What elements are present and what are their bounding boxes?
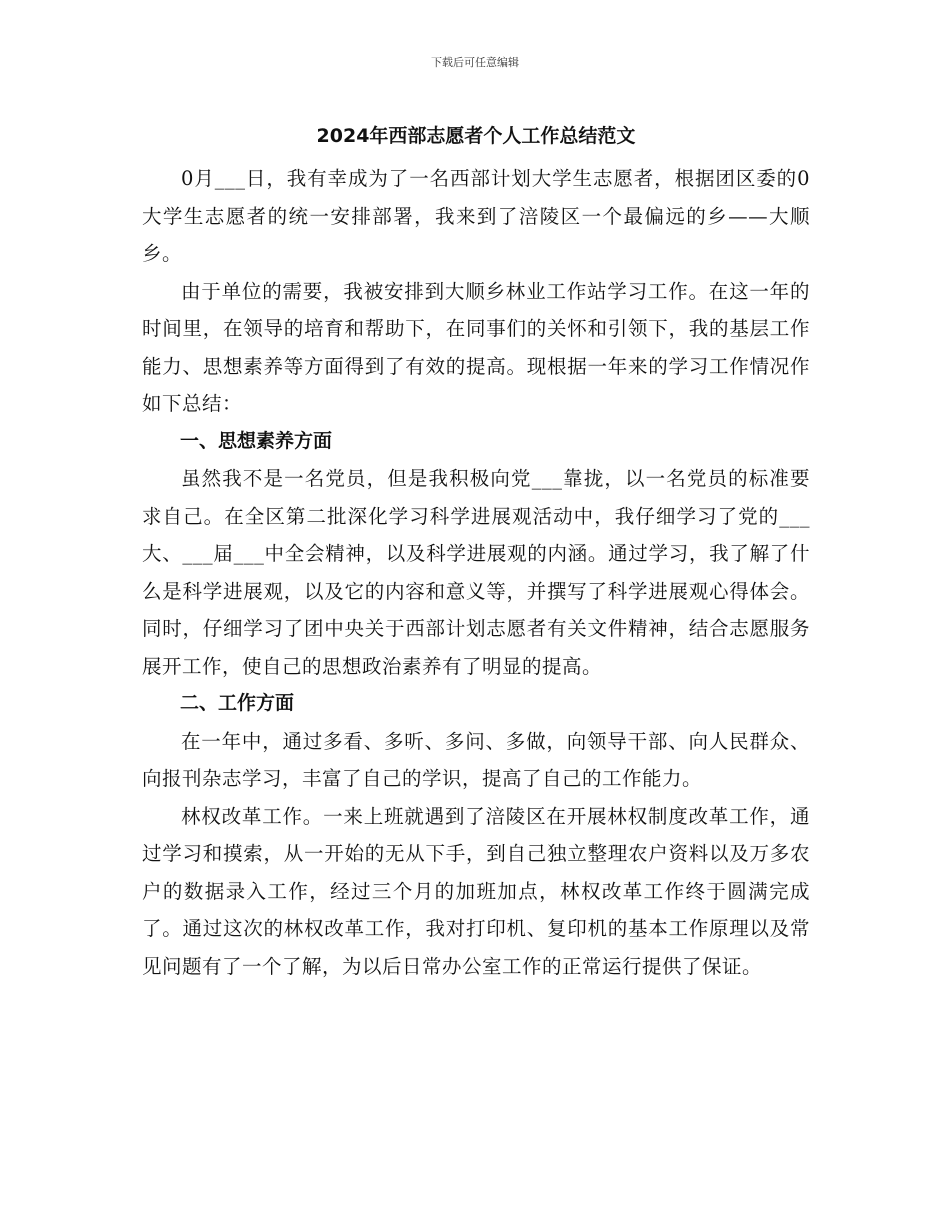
paragraph-ideology: 虽然我不是一名党员，但是我积极向党___靠拢，以一名党员的标准要求自己。在全区第二批深化学习科学进展观活动中，我仔细学习了党的___大、___届___中全会精神，以及科学进展观的内涵。通过学习，我了解了什么是科学进展观，以及它的内容和意义等，并撰写了科学进展观心得体会。同时，仔细学习了团中央关于西部计划志愿者有关文件精神，结合志愿服务展开工作，使自己的思想政治素养有了明显的提高。 [142, 467, 810, 678]
section-heading-ideology: 一、思想素养方面 [180, 429, 333, 452]
header-note: 下载后可任意编辑 [431, 56, 519, 69]
paragraph-work-learning: 在一年中，通过多看、多听、多问、多做，向领导干部、向人民群众、向报刊杂志学习，丰富了自己的学识，提高了自己的工作能力。 [142, 729, 810, 790]
paragraph-assignment: 由于单位的需要，我被安排到大顺乡林业工作站学习工作。在这一年的时间里，在领导的培育和帮助下，在同事们的关怀和引领下，我的基层工作能力、思想素养等方面得到了有效的提高。现根据一年来的学习工作情况作如下总结： [142, 279, 810, 415]
paragraph-forest-reform: 林权改革工作。一来上班就遇到了涪陵区在开展林权制度改革工作，通过学习和摸索，从一开始的无从下手，到自己独立整理农户资料以及万多农户的数据录入工作，经过三个月的加班加点，林权改革工作终于圆满完成了。通过这次的林权改革工作，我对打印机、复印机的基本工作原理以及常见问题有了一个了解，为以后日常办公室工作的正常运行提供了保证。 [142, 804, 810, 978]
document-body [142, 120, 810, 985]
paragraph-intro: 0月___日，我有幸成为了一名西部计划大学生志愿者，根据团区委的0大学生志愿者的统一安排部署，我来到了涪陵区一个最偏远的乡——大顺乡。 [142, 167, 810, 265]
document-title: 2024年西部志愿者个人工作总结范文 [316, 125, 636, 147]
section-heading-work: 二、工作方面 [180, 692, 295, 714]
